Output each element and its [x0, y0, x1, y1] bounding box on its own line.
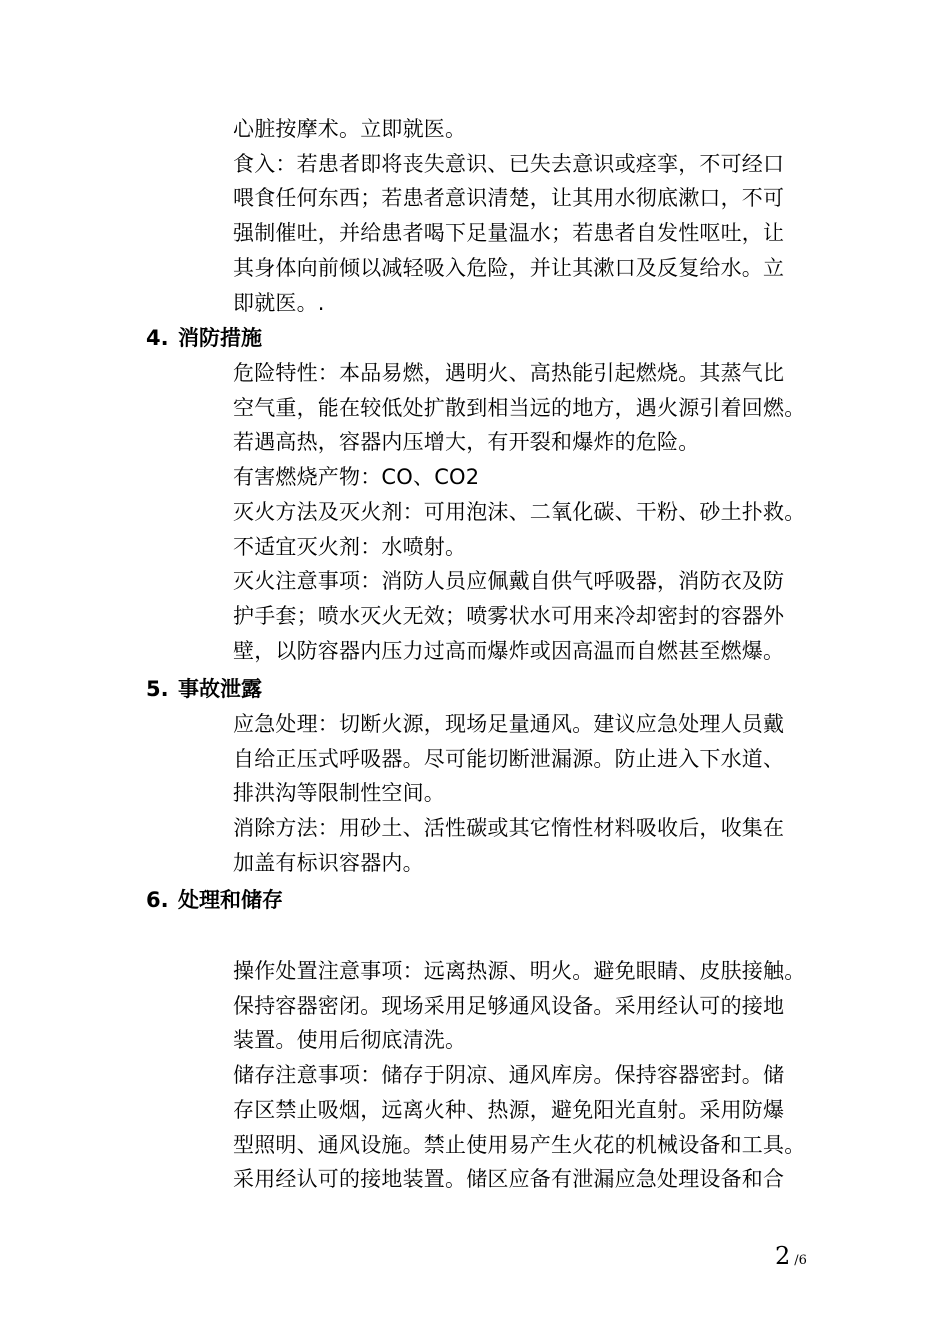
text-line: 有害燃烧产物：CO、CO2	[233, 465, 480, 490]
text-line: 排洪沟等限制性空间。	[233, 781, 445, 806]
text-line: 不适宜灭火剂：水喷射。	[233, 534, 467, 559]
section-heading-handling-storage	[146, 883, 283, 918]
text-line: 自给正压式呼吸器。尽可能切断泄漏源。防止进入下水道、	[233, 746, 785, 771]
text-line: 心脏按摩术。立即就医。	[233, 117, 467, 141]
text-line: 喂食任何东西；若患者意识清楚，让其用水彻底漱口，不可	[233, 186, 785, 211]
text-line: 加盖有标识容器内。	[233, 850, 424, 875]
text-line: 若遇高热，容器内压增大，有开裂和爆炸的危险。	[233, 430, 700, 455]
text-line: 储存注意事项：储存于阴凉、通风库房。保持容器密封。储	[233, 1063, 785, 1088]
section-body-fire-fighting	[233, 356, 813, 668]
page-current: 2	[775, 1242, 791, 1270]
text-line: 壁，以防容器内压力过高而爆炸或因高温而自燃甚至燃爆。	[233, 638, 785, 663]
section-heading-accidental-release	[146, 672, 262, 707]
section-title: 事故泄露	[178, 677, 262, 701]
text-line: 即就医。.	[233, 290, 325, 315]
text-line: 保持容器密闭。现场采用足够通风设备。采用经认可的接地	[233, 993, 785, 1018]
text-line: 消除方法：用砂土、活性碳或其它惰性材料吸收后，收集在	[233, 816, 785, 841]
section-title: 消防措施	[178, 326, 262, 350]
text-line: 强制催吐，并给患者喝下足量温水；若患者自发性呕吐，让	[233, 221, 785, 246]
section-number: 4.	[146, 326, 169, 350]
text-line: 型照明、通风设施。禁止使用易产生火花的机械设备和工具。	[233, 1132, 806, 1157]
page-number	[775, 1242, 807, 1270]
section-body-handling-storage	[233, 954, 813, 1197]
section-body-accidental-release	[233, 707, 813, 881]
first-aid-continuation	[233, 112, 813, 320]
text-line: 采用经认可的接地装置。储区应备有泄漏应急处理设备和合	[233, 1167, 785, 1192]
text-line: 护手套；喷水灭火无效；喷雾状水可用来冷却密封的容器外	[233, 603, 785, 628]
section-heading-fire-fighting	[146, 321, 262, 356]
text-line: 灭火方法及灭火剂：可用泡沫、二氧化碳、干粉、砂土扑救。	[233, 499, 806, 524]
text-line: 应急处理：切断火源，现场足量通风。建议应急处理人员戴	[233, 712, 785, 736]
section-number: 6.	[146, 888, 169, 912]
page-total: /6	[794, 1253, 807, 1268]
text-line: 其身体向前倾以减轻吸入危险，并让其漱口及反复给水。立	[233, 255, 785, 280]
text-line: 食入：若患者即将丧失意识、已失去意识或痉挛，不可经口	[233, 151, 785, 176]
text-line: 危险特性：本品易燃，遇明火、高热能引起燃烧。其蒸气比	[233, 361, 785, 385]
text-line: 灭火注意事项：消防人员应佩戴自供气呼吸器，消防衣及防	[233, 569, 785, 594]
section-number: 5.	[146, 677, 169, 701]
text-line: 装置。使用后彻底清洗。	[233, 1028, 467, 1053]
text-line: 空气重，能在较低处扩散到相当远的地方，遇火源引着回燃。	[233, 395, 806, 420]
section-title: 处理和储存	[178, 888, 283, 912]
text-line: 操作处置注意事项：远离热源、明火。避免眼睛、皮肤接触。	[233, 959, 806, 983]
text-line: 存区禁止吸烟，远离火种、热源，避免阳光直射。采用防爆	[233, 1097, 785, 1122]
